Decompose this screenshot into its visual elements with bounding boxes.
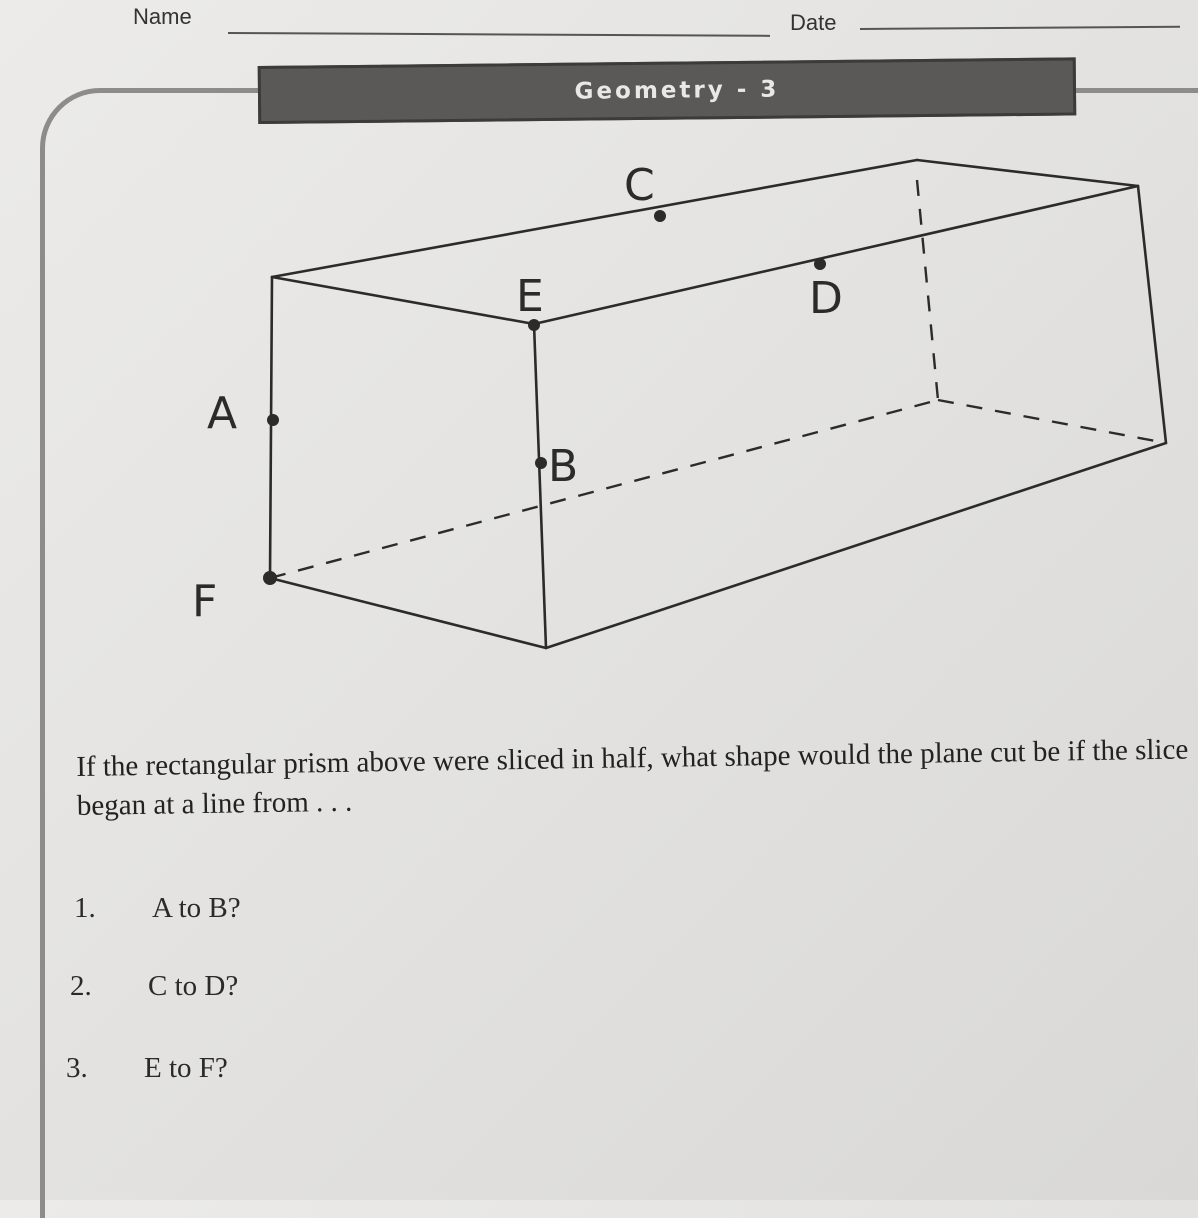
edge-top-right	[917, 160, 1138, 186]
point-d-label: D	[809, 273, 843, 324]
edge-left-vertical	[270, 277, 272, 578]
prism-hidden-edges	[270, 180, 1166, 578]
point-a-dot	[267, 414, 279, 426]
question-text: C to D?	[148, 970, 239, 1002]
prism-solid-edges	[270, 160, 1166, 648]
question-number: 3.	[66, 1052, 88, 1084]
edge-front-vertical	[534, 324, 546, 648]
point-a-label: A	[207, 388, 238, 439]
point-f-dot	[263, 571, 277, 585]
worksheet-title: Geometry - 3	[574, 76, 780, 105]
point-b-dot	[535, 457, 547, 469]
name-label: Name	[133, 4, 192, 29]
point-d-dot	[814, 258, 826, 270]
edge-bottom-left	[270, 578, 546, 648]
point-c-dot	[654, 210, 666, 222]
question-number: 1.	[74, 892, 96, 924]
edge-right-vertical	[1138, 186, 1166, 443]
hidden-edge-back-vertical	[917, 180, 938, 400]
date-label: Date	[790, 10, 837, 35]
edge-bottom-front	[546, 443, 1166, 648]
question-text: E to F?	[144, 1052, 228, 1084]
hidden-edge-bottom-right	[938, 400, 1166, 443]
question-text: A to B?	[152, 892, 241, 924]
prism-point-labels	[192, 160, 843, 627]
question-number: 2.	[70, 970, 92, 1002]
point-b-label: B	[548, 441, 579, 492]
prism-points	[263, 210, 826, 585]
question-prompt: If the rectangular prism above were sliced in half, what shape would the plane cut be if the slice began at a line from . . .	[76, 733, 1189, 822]
edge-top-left	[272, 277, 534, 324]
point-c-label: C	[624, 160, 655, 211]
point-f-label: F	[192, 576, 218, 627]
point-e-label: E	[516, 271, 544, 322]
